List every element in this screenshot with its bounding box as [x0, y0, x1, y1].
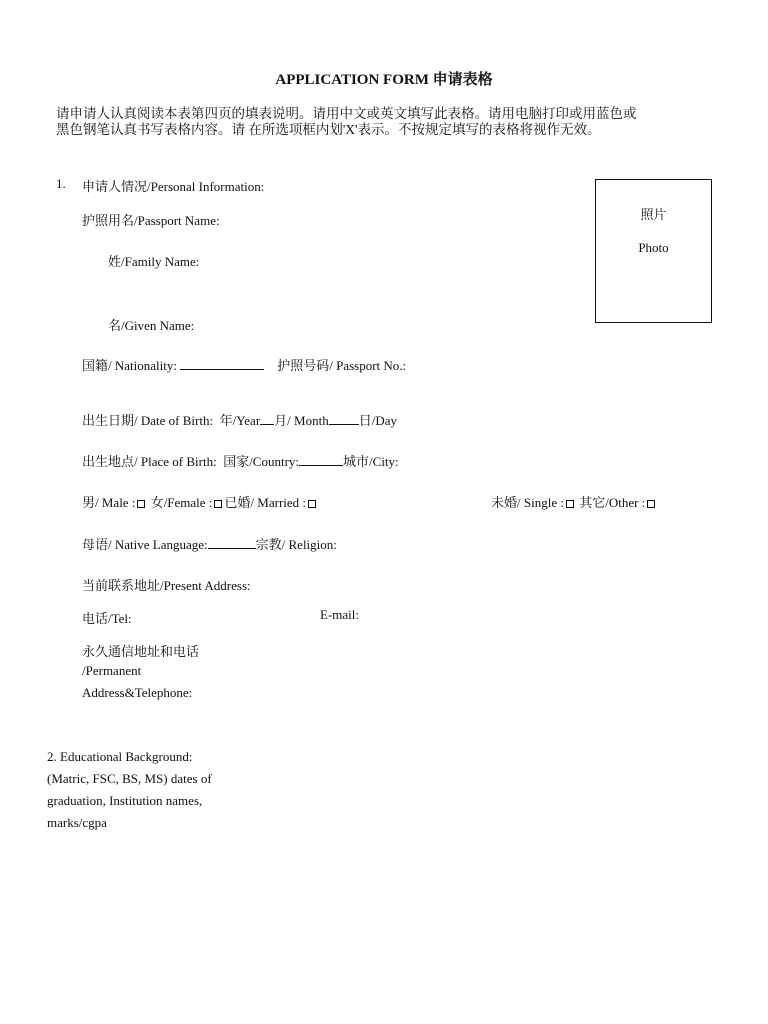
section-2-line-1: 2. Educational Background:: [47, 749, 193, 764]
pob-label: 出生地点/ Place of Birth:: [82, 454, 217, 469]
dob-year-label: 年/Year: [219, 413, 261, 428]
language-row: [82, 534, 337, 553]
nationality-row: [82, 355, 406, 374]
single-other-row: [491, 492, 657, 511]
married-checkbox[interactable]: [308, 500, 316, 508]
dob-year-blank[interactable]: [260, 414, 274, 425]
instructions-line-2: 黑色钢笔认真书写表格内容。请 在所选项框内划'X'表示。不按规定填写的表格将视作无效。: [56, 122, 601, 137]
section-2-line-2: (Matric, FSC, BS, MS) dates of: [47, 771, 212, 786]
given-name-label: 名/Given Name:: [108, 318, 195, 333]
dob-label: 出生日期/ Date of Birth:: [82, 413, 214, 428]
sex-marital-row: [82, 492, 318, 511]
passport-no-label: 护照号码/ Passport No.:: [277, 358, 407, 373]
single-label: 未婚/ Single :: [491, 495, 564, 510]
nationality-blank[interactable]: [180, 359, 264, 370]
female-checkbox[interactable]: [214, 500, 222, 508]
family-name-label: 姓/Family Name:: [108, 254, 200, 269]
pob-city-label: 城市/City:: [343, 454, 399, 469]
dob-month-label: 月/ Month: [274, 413, 329, 428]
female-label: 女/Female :: [150, 495, 213, 510]
section-1-number: 1.: [56, 176, 66, 191]
photo-label-en: Photo: [638, 240, 669, 255]
dob-row: [82, 410, 397, 429]
pob-country-blank[interactable]: [299, 455, 343, 466]
single-checkbox[interactable]: [566, 500, 574, 508]
photo-label-cn: 照片: [640, 207, 667, 222]
native-language-label: 母语/ Native Language:: [82, 537, 208, 552]
male-label: 男/ Male :: [82, 495, 136, 510]
photo-box[interactable]: [595, 179, 712, 323]
religion-label: 宗教/ Religion:: [255, 537, 337, 552]
native-language-blank[interactable]: [208, 538, 256, 549]
permanent-address-en-1: /Permanent: [82, 663, 142, 678]
married-label: 已婚/ Married :: [224, 495, 307, 510]
present-address-label: 当前联系地址/Present Address:: [82, 578, 251, 593]
male-checkbox[interactable]: [137, 500, 145, 508]
nationality-label: 国籍/ Nationality:: [82, 358, 177, 373]
section-2-line-3: graduation, Institution names,: [47, 793, 203, 808]
pob-row: [82, 451, 399, 470]
form-title: APPLICATION FORM 申请表格: [275, 72, 493, 88]
passport-name-label: 护照用名/Passport Name:: [82, 213, 220, 228]
email-label: E-mail:: [320, 607, 359, 622]
permanent-address-en-2: Address&Telephone:: [82, 685, 193, 700]
instructions: [56, 106, 726, 138]
other-checkbox[interactable]: [647, 500, 655, 508]
dob-month-blank[interactable]: [329, 414, 359, 425]
instructions-line-1: 请申请人认真阅读本表第四页的填表说明。请用中文或英文填写此表格。请用电脑打印或用蓝色或: [56, 106, 637, 121]
section-1-heading: 申请人情况/Personal Information:: [82, 179, 265, 194]
pob-country-label: 国家/Country:: [223, 454, 300, 469]
tel-label: 电话/Tel:: [82, 611, 132, 626]
dob-day-label: 日/Day: [358, 413, 397, 428]
section-2-line-4: marks/cgpa: [47, 815, 107, 830]
other-label: 其它/Other :: [579, 495, 646, 510]
permanent-address-cn: 永久通信地址和电话: [82, 644, 200, 659]
